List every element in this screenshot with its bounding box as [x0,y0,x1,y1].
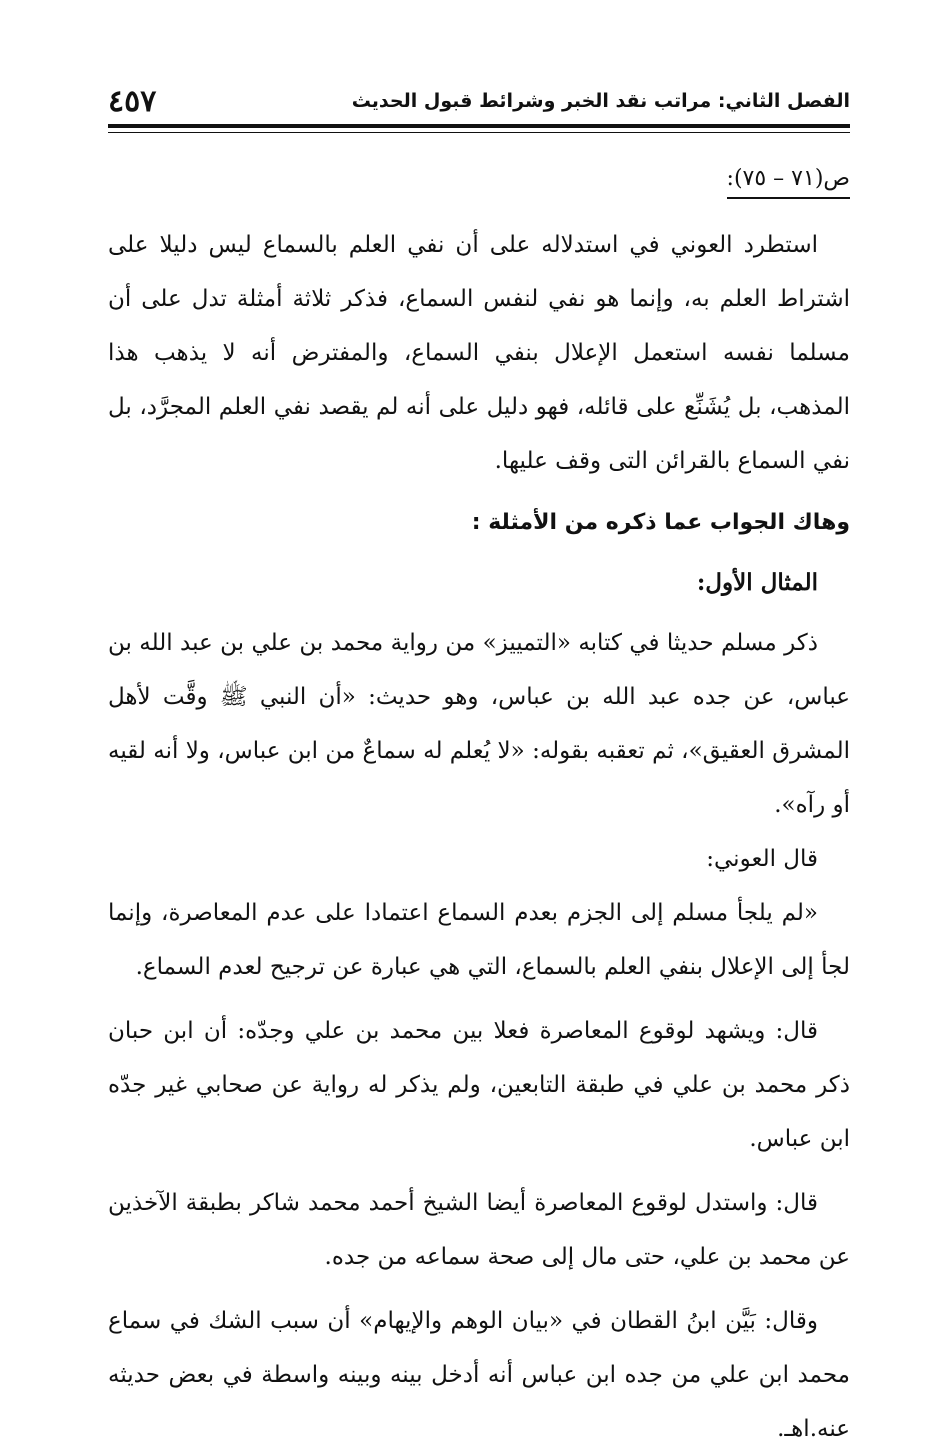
book-page [108,0,850,1442]
section-heading: وهاك الجواب عما ذكره من الأمثلة : [471,510,850,535]
paragraph-said-awni: قال العوني: [706,846,818,872]
paragraph-ibn-qattan: وقال: بَيَّن ابنُ القطان في «بيان الوهم والإيهام» أن سبب الشك في سماع محمد ابن علي من جده ابن عباس أنه أدخل بينه وبينه واسطة في بعض حديثه عنه.اهـ. [108,1308,850,1442]
paragraph-quote: «لم يلجأ مسلم إلى الجزم بعدم السماع اعتمادا على عدم المعاصرة، وإنما لجأ إلى الإعلال بنفي العلم بالسماع، التي هي عبارة عن ترجيح لعدم السماع. [108,900,850,980]
paragraph-intro: استطرد العوني في استدلاله على أن نفي العلم بالسماع ليس دليلا على اشتراط العلم به، وإنما هو نفي لنفس السماع، فذكر ثلاثة أمثلة تدل على أن مسلما نفسه استعمل الإعلال بنفي السماع، والمفترض أنه لا يذهب هذا المذهب، بل يُشَنِّع على قائله، فهو دليل على أنه لم يقصد نفي العلم المجرَّد، بل نفي السماع بالقرائن التى وقف عليها. [108,232,850,474]
paragraph-example: ذكر مسلم حديثا في كتابه «التمييز» من رواية محمد بن علي بن عبد الله بن عباس، عن جده عبد الله بن عباس، وهو حديث: «أن النبي ﷺ وقَّت لأهل المشرق العقيق»، ثم تعقبه بقوله: «لا يُعلم له سماعٌ من ابن عباس، ولا أنه لقيه أو رآه». [108,630,850,818]
page-header [108,84,850,124]
example-title: المثال الأول: [696,569,818,596]
paragraph-ibn-hibban: قال: ويشهد لوقوع المعاصرة فعلا بين محمد بن علي وجدّه: أن ابن حبان ذكر محمد بن علي في طبقة التابعين، ولم يذكر له رواية عن صحابي غير جدّه ابن عباس. [108,1018,850,1152]
section-reference: ص(٧١ – ٧٥): [727,166,850,199]
running-title: الفصل الثاني: مراتب نقد الخبر وشرائط قبول الحديث [351,90,850,112]
header-rule-thick [108,124,850,128]
paragraph-shakir: قال: واستدل لوقوع المعاصرة أيضا الشيخ أحمد محمد شاكر بطبقة الآخذين عن محمد بن علي، حتى مال إلى صحة سماعه من جده. [108,1190,850,1270]
body-text [108,218,850,1456]
page-number: ٤٥٧ [108,84,157,119]
header-rule-thin [108,132,850,133]
